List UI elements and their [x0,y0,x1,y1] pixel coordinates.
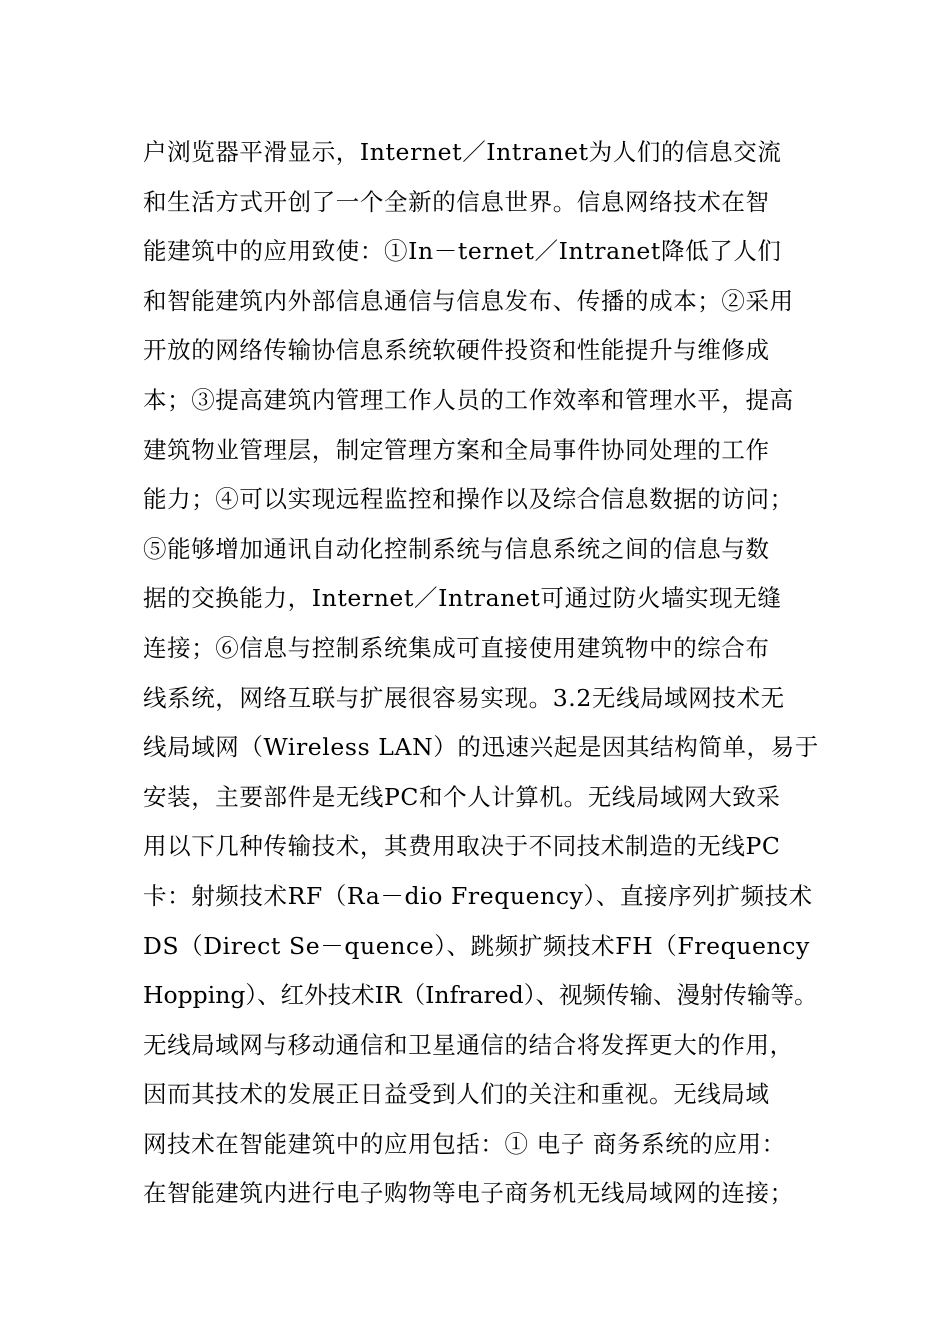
text-line: 在智能建筑内进行电子购物等电子商务机无线局域网的连接； [143,1179,794,1208]
text-line: 因而其技术的发展正日益受到人们的关注和重视。无线局域 [143,1080,770,1109]
body-paragraph [143,128,823,1219]
text-line: 本；③提高建筑内管理工作人员的工作效率和管理水平，提高 [143,385,794,414]
text-line: ⑤能够增加通讯自动化控制系统与信息系统之间的信息与数 [143,534,770,563]
text-line: 建筑物业管理层，制定管理方案和全局事件协同处理的工作 [143,435,770,464]
text-line: DS（Direct Se－quence）、跳频扩频技术FH（Frequency [143,931,810,960]
text-line: 用以下几种传输技术，其费用取决于不同技术制造的无线PC [143,832,781,861]
text-line: 连接；⑥信息与控制系统集成可直接使用建筑物中的综合布 [143,633,770,662]
text-line: 据的交换能力，Internet／Intranet可通过防火墙实现无缝 [143,584,782,613]
text-line: 能建筑中的应用致使：①In－ternet／Intranet降低了人们 [143,237,782,266]
text-line: 和生活方式开创了一个全新的信息世界。信息网络技术在智 [143,187,770,216]
text-line: 线局域网（Wireless LAN）的迅速兴起是因其结构简单，易于 [143,733,819,762]
text-line: 安装，主要部件是无线PC和个人计算机。无线局域网大致采 [143,782,781,811]
text-line: 和智能建筑内外部信息通信与信息发布、传播的成本；②采用 [143,286,794,315]
text-line: 户浏览器平滑显示，Internet／Intranet为人们的信息交流 [143,138,782,166]
text-line: 网技术在智能建筑中的应用包括：① 电子 商务系统的应用： [143,1129,786,1158]
text-line: 卡：射频技术RF（Ra－dio Frequency）、直接序列扩频技术 [143,881,813,910]
text-line: 能力；④可以实现远程监控和操作以及综合信息数据的访问； [143,485,794,514]
text-line: 线系统，网络互联与扩展很容易实现。3.2无线局域网技术无 [143,683,785,712]
text-line: 无线局域网与移动通信和卫星通信的结合将发挥更大的作用， [143,1030,794,1059]
text-line: Hopping）、红外技术IR（Infrared）、视频传输、漫射传输等。 [143,981,818,1010]
text-line: 开放的网络传输协信息系统软硬件投资和性能提升与维修成 [143,336,770,365]
